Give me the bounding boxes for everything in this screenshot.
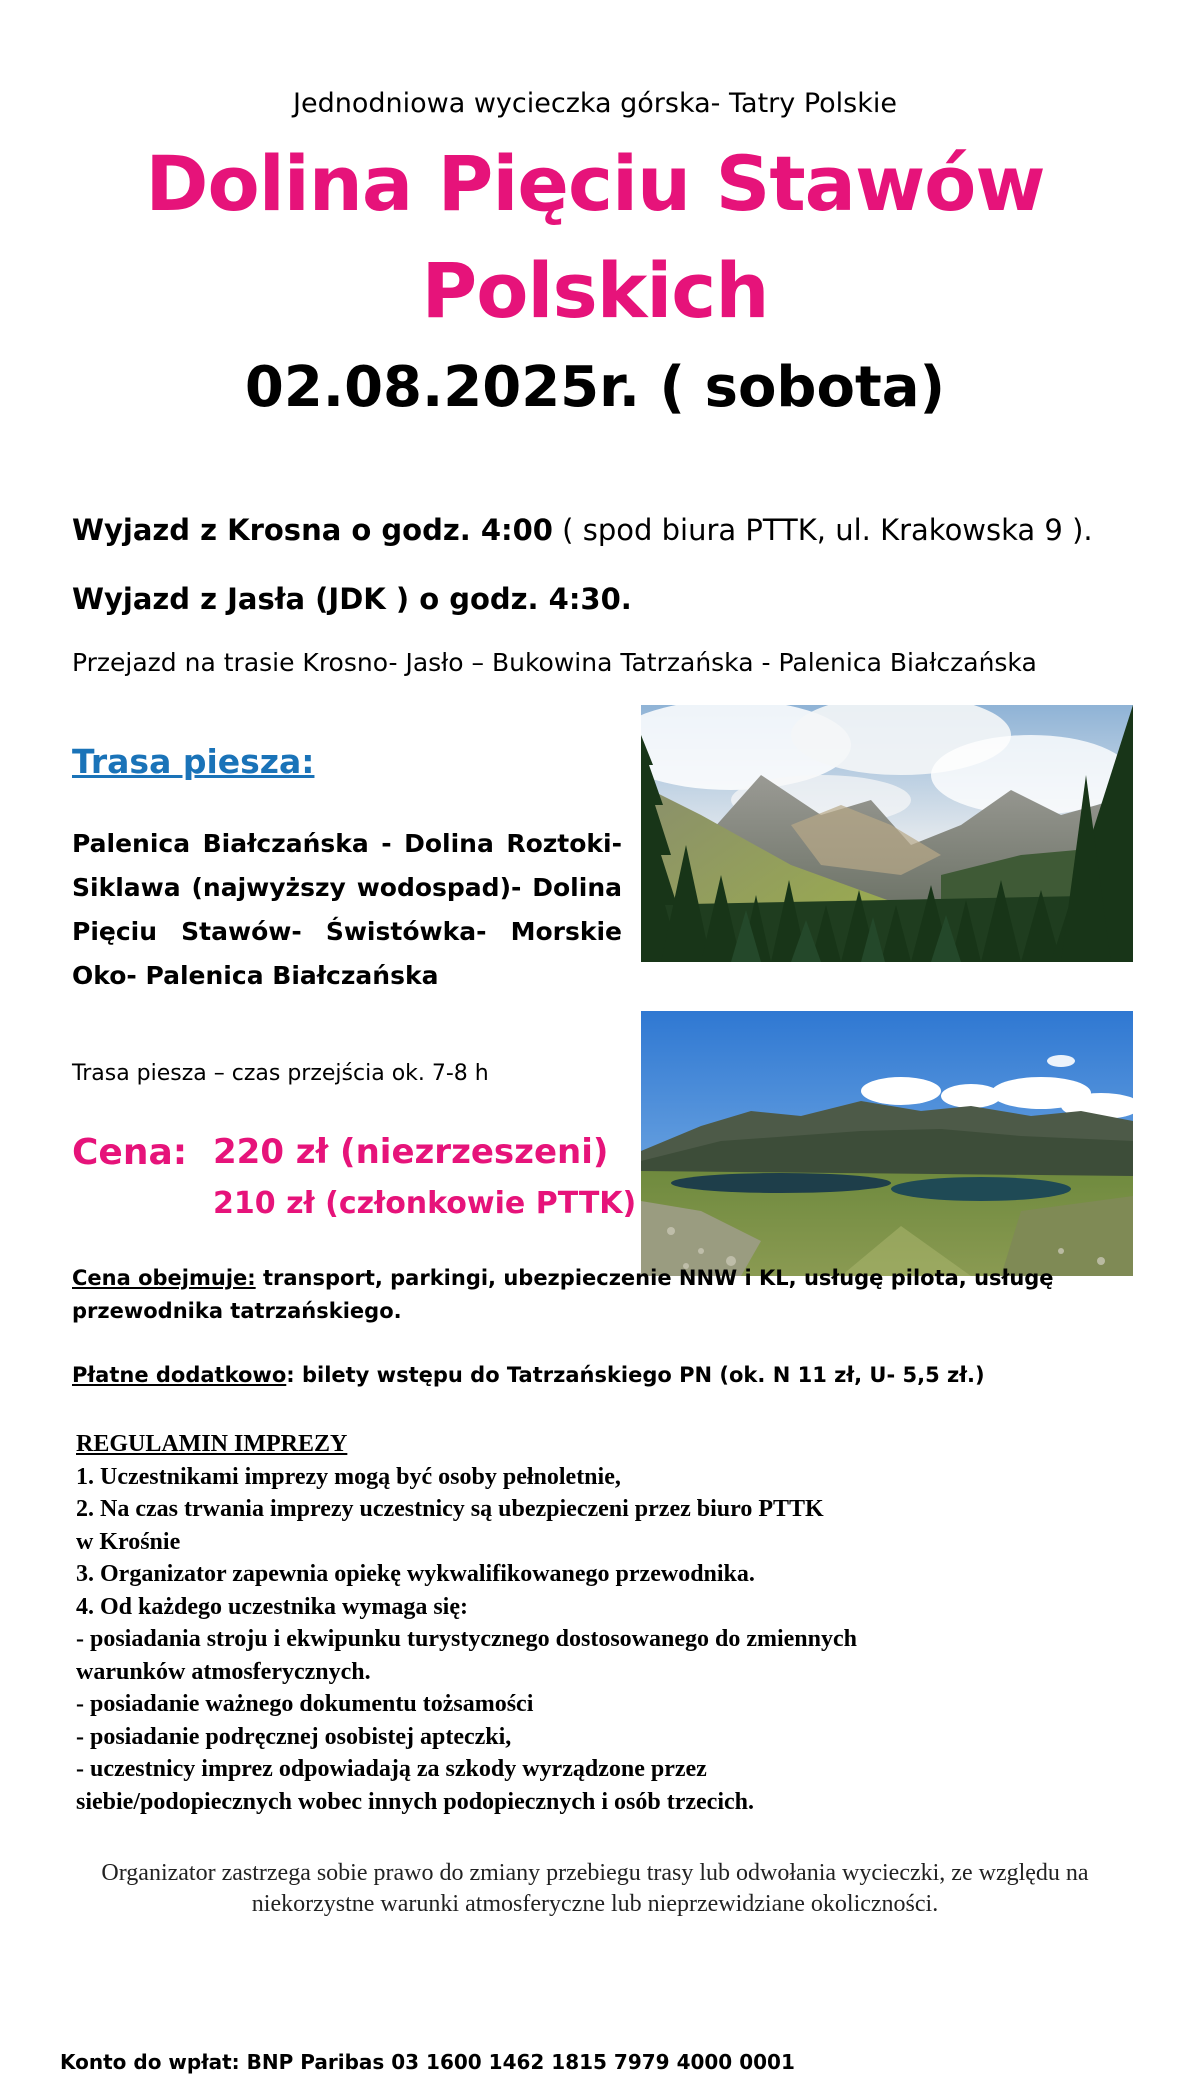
- extra-fees-text: : bilety wstępu do Tatrzańskiego PN (ok. N 11 zł, U- 5,5 zł.): [286, 1363, 985, 1387]
- regulations-line: - posiadanie podręcznej osobistej apteczki,: [76, 1723, 512, 1750]
- mountain-valley-photo: [641, 705, 1133, 962]
- regulations-line: w Krośnie: [76, 1528, 181, 1555]
- regulations-line: 4. Od każdego uczestnika wymaga się:: [76, 1593, 468, 1620]
- extra-fees-label: Płatne dodatkowo: [72, 1363, 287, 1387]
- regulations-line: siebie/podopiecznych wobec innych podopiecznych i osób trzecich.: [76, 1788, 754, 1815]
- trip-title-line2: Polskich: [421, 246, 769, 335]
- departure-krosno-place: ( spod biura PTTK, ul. Krakowska 9 ).: [552, 513, 1093, 547]
- regulations-line: - posiadanie ważnego dokumentu tożsamości: [76, 1691, 534, 1717]
- regulations-line: 2. Na czas trwania imprezy uczestnicy są ubezpieczeni przez biuro PTTK: [76, 1496, 824, 1522]
- regulations-line: - uczestnicy imprez odpowiadają za szkody wyrządzone przez: [76, 1756, 707, 1782]
- trail-duration: Trasa piesza – czas przejścia ok. 7-8 h: [72, 1061, 489, 1086]
- regulations-line: 1. Uczestnikami imprezy mogą być osoby pełnoletnie,: [76, 1463, 621, 1490]
- transit-route: Przejazd na trasie Krosno- Jasło – Bukowina Tatrzańska - Palenica Białczańska: [72, 648, 1037, 677]
- trip-title-line1: Dolina Pięciu Stawów: [145, 139, 1045, 228]
- organizer-note: Organizator zastrzega sobie prawo do zmiany przebiegu trasy lub odwołania wycieczki, ze względu na niekorzystne warunki atmosferyczne lub nieprzewidziane okoliczności.: [101, 1860, 1089, 1917]
- extra-fees: [72, 1363, 985, 1387]
- price-members: 210 zł (członkowie PTTK): [213, 1186, 637, 1221]
- departure-krosno: [72, 513, 1093, 547]
- departure-jaslo: Wyjazd z Jasła (JDK ) o godz. 4:30.: [72, 582, 632, 616]
- trip-subtitle: Jednodniowa wycieczka górska- Tatry Polskie: [293, 88, 897, 119]
- regulations-line: 3. Organizator zapewnia opiekę wykwalifikowanego przewodnika.: [76, 1561, 755, 1587]
- price-non-members: 220 zł (niezrzeszeni): [213, 1132, 609, 1172]
- price-includes-label: Cena obejmuje:: [72, 1266, 256, 1290]
- trail-description: Palenica Białczańska - Dolina Roztoki- Siklawa (najwyższy wodospad)- Dolina Pięciu Stawów- Świstówka- Morskie Oko- Palenica Białczańska: [72, 829, 622, 990]
- trip-date: 02.08.2025r. ( sobota): [244, 355, 946, 420]
- price-label: Cena:: [72, 1132, 188, 1173]
- regulations-title: REGULAMIN IMPREZY: [76, 1431, 348, 1457]
- lakes-valley-photo: [641, 1011, 1133, 1276]
- trail-heading: Trasa piesza:: [72, 742, 315, 781]
- regulations-line: warunków atmosferycznych.: [76, 1658, 371, 1685]
- regulations-line: - posiadania stroju i ekwipunku turystycznego dostosowanego do zmiennych: [76, 1626, 857, 1652]
- price-includes: [72, 1262, 1132, 1328]
- bank-account: Konto do wpłat: BNP Paribas 03 1600 1462 1815 7979 4000 0001: [60, 2050, 795, 2074]
- regulations: [76, 1428, 1136, 1818]
- price-includes-text: transport, parkingi, ubezpieczenie NNW i KL, usługę pilota, usługę przewodnika tatrzańskiego.: [72, 1266, 1054, 1323]
- departure-krosno-time: Wyjazd z Krosna o godz. 4:00: [72, 513, 553, 547]
